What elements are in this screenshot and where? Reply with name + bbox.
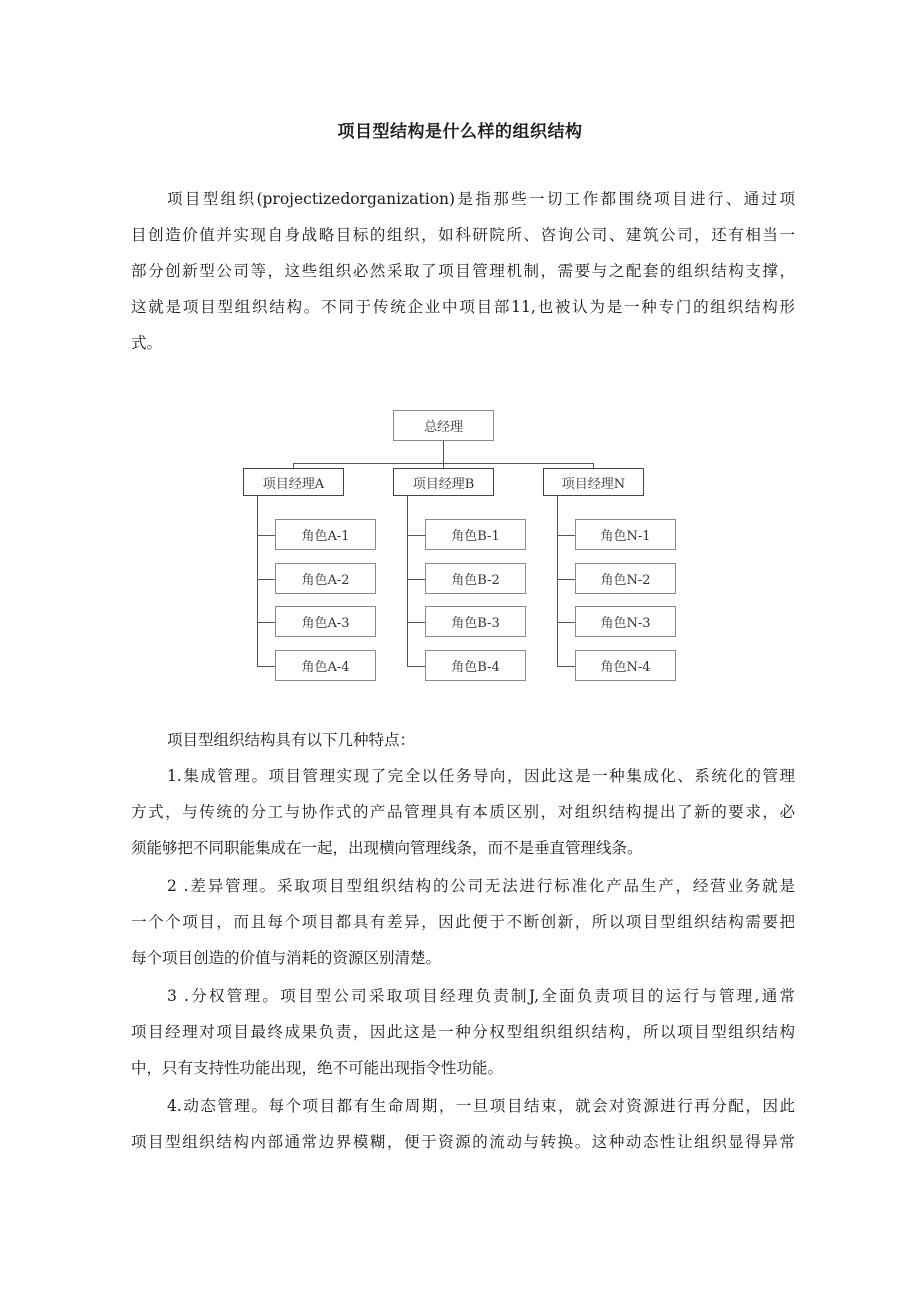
connector-line: [557, 495, 558, 666]
connector-line: [407, 535, 425, 536]
role-box: 角色B-3: [425, 606, 526, 637]
role-box: 角色A-3: [275, 606, 376, 637]
feature-paragraph-1: [131, 758, 795, 866]
general-manager-box: 总经理: [393, 410, 494, 441]
paragraph-line: 式。: [131, 334, 163, 352]
features-intro: [131, 722, 795, 758]
feature-paragraph-2: [131, 868, 795, 976]
paragraph-line: 3 .分权管理。项目型公司采取项目经理负责制J,全面负责项目的运行与管理,通常: [167, 987, 795, 1005]
role-box: 角色B-1: [425, 519, 526, 550]
paragraph-line: 项目型组织结构内部通常边界模糊，便于资源的流动与转换。这种动态性让组织显得异常: [131, 1133, 795, 1151]
connector-line: [407, 666, 425, 667]
role-box: 角色N-4: [575, 650, 676, 681]
role-box: 角色N-3: [575, 606, 676, 637]
paragraph-line: 一个个项目，而且每个项目都具有差异，因此便于不断创新，所以项目型组织结构需要把: [131, 913, 795, 931]
connector-line: [557, 535, 575, 536]
connector-line: [257, 535, 275, 536]
project-manager-n-box: 项目经理N: [543, 468, 644, 496]
project-manager-b-box: 项目经理B: [393, 468, 494, 496]
paragraph-line: 方式，与传统的分工与协作式的产品管理具有本质区别，对组织结构提出了新的要求，必: [131, 803, 795, 821]
connector-line: [443, 441, 444, 463]
connector-line: [257, 622, 275, 623]
connector-line: [557, 666, 575, 667]
role-box: 角色B-2: [425, 563, 526, 594]
paragraph-line: 项目经理对项目最终成果负责，因此这是一种分权型组织组织结构，所以项目型组织结构: [131, 1023, 795, 1041]
feature-paragraph-4: [131, 1088, 795, 1160]
paragraph-line: 中，只有支持性功能出现，绝不可能出现指令性功能。: [131, 1059, 504, 1077]
role-box: 角色A-2: [275, 563, 376, 594]
connector-line: [257, 495, 258, 666]
paragraph-line: 项目型组织结构具有以下几种特点：: [167, 731, 416, 749]
role-box: 角色N-1: [575, 519, 676, 550]
connector-line: [557, 622, 575, 623]
role-box: 角色N-2: [575, 563, 676, 594]
paragraph-line: 目创造价值并实现自身战略目标的组织，如科研院所、咨询公司、建筑公司，还有相当一: [131, 226, 795, 244]
role-box: 角色A-4: [275, 650, 376, 681]
paragraph-line: 项目型组织(projectizedorganization)是指那些一切工作都围绕项目进行、通过项: [167, 190, 795, 208]
project-manager-a-box: 项目经理A: [243, 468, 344, 496]
paragraph-line: 4.动态管理。每个项目都有生命周期，一旦项目结束，就会对资源进行再分配，因此: [167, 1097, 795, 1115]
role-box: 角色B-4: [425, 650, 526, 681]
paragraph-line: 部分创新型公司等，这些组织必然采取了项目管理机制，需要与之配套的组织结构支撑，: [131, 262, 795, 280]
paragraph-line: 2 .差异管理。采取项目型组织结构的公司无法进行标准化产品生产，经营业务就是: [167, 877, 795, 895]
document-title: 项目型结构是什么样的组织结构: [337, 122, 583, 142]
role-box: 角色A-1: [275, 519, 376, 550]
feature-paragraph-3: [131, 978, 795, 1086]
paragraph-line: 每个项目创造的价值与消耗的资源区别清楚。: [131, 949, 442, 967]
intro-paragraph: [131, 181, 795, 361]
connector-line: [407, 622, 425, 623]
paragraph-line: 须能够把不同职能集成在一起，出现横向管理线条，而不是垂直管理线条。: [131, 839, 643, 857]
connector-line: [257, 666, 275, 667]
connector-line: [257, 579, 275, 580]
connector-line: [407, 495, 408, 666]
connector-line: [407, 579, 425, 580]
paragraph-line: 1.集成管理。项目管理实现了完全以任务导向，因此这是一种集成化、系统化的管理: [167, 767, 795, 785]
connector-line: [557, 579, 575, 580]
paragraph-line: 这就是项目型组织结构。不同于传统企业中项目部11,也被认为是一种专门的组织结构形: [131, 298, 795, 316]
